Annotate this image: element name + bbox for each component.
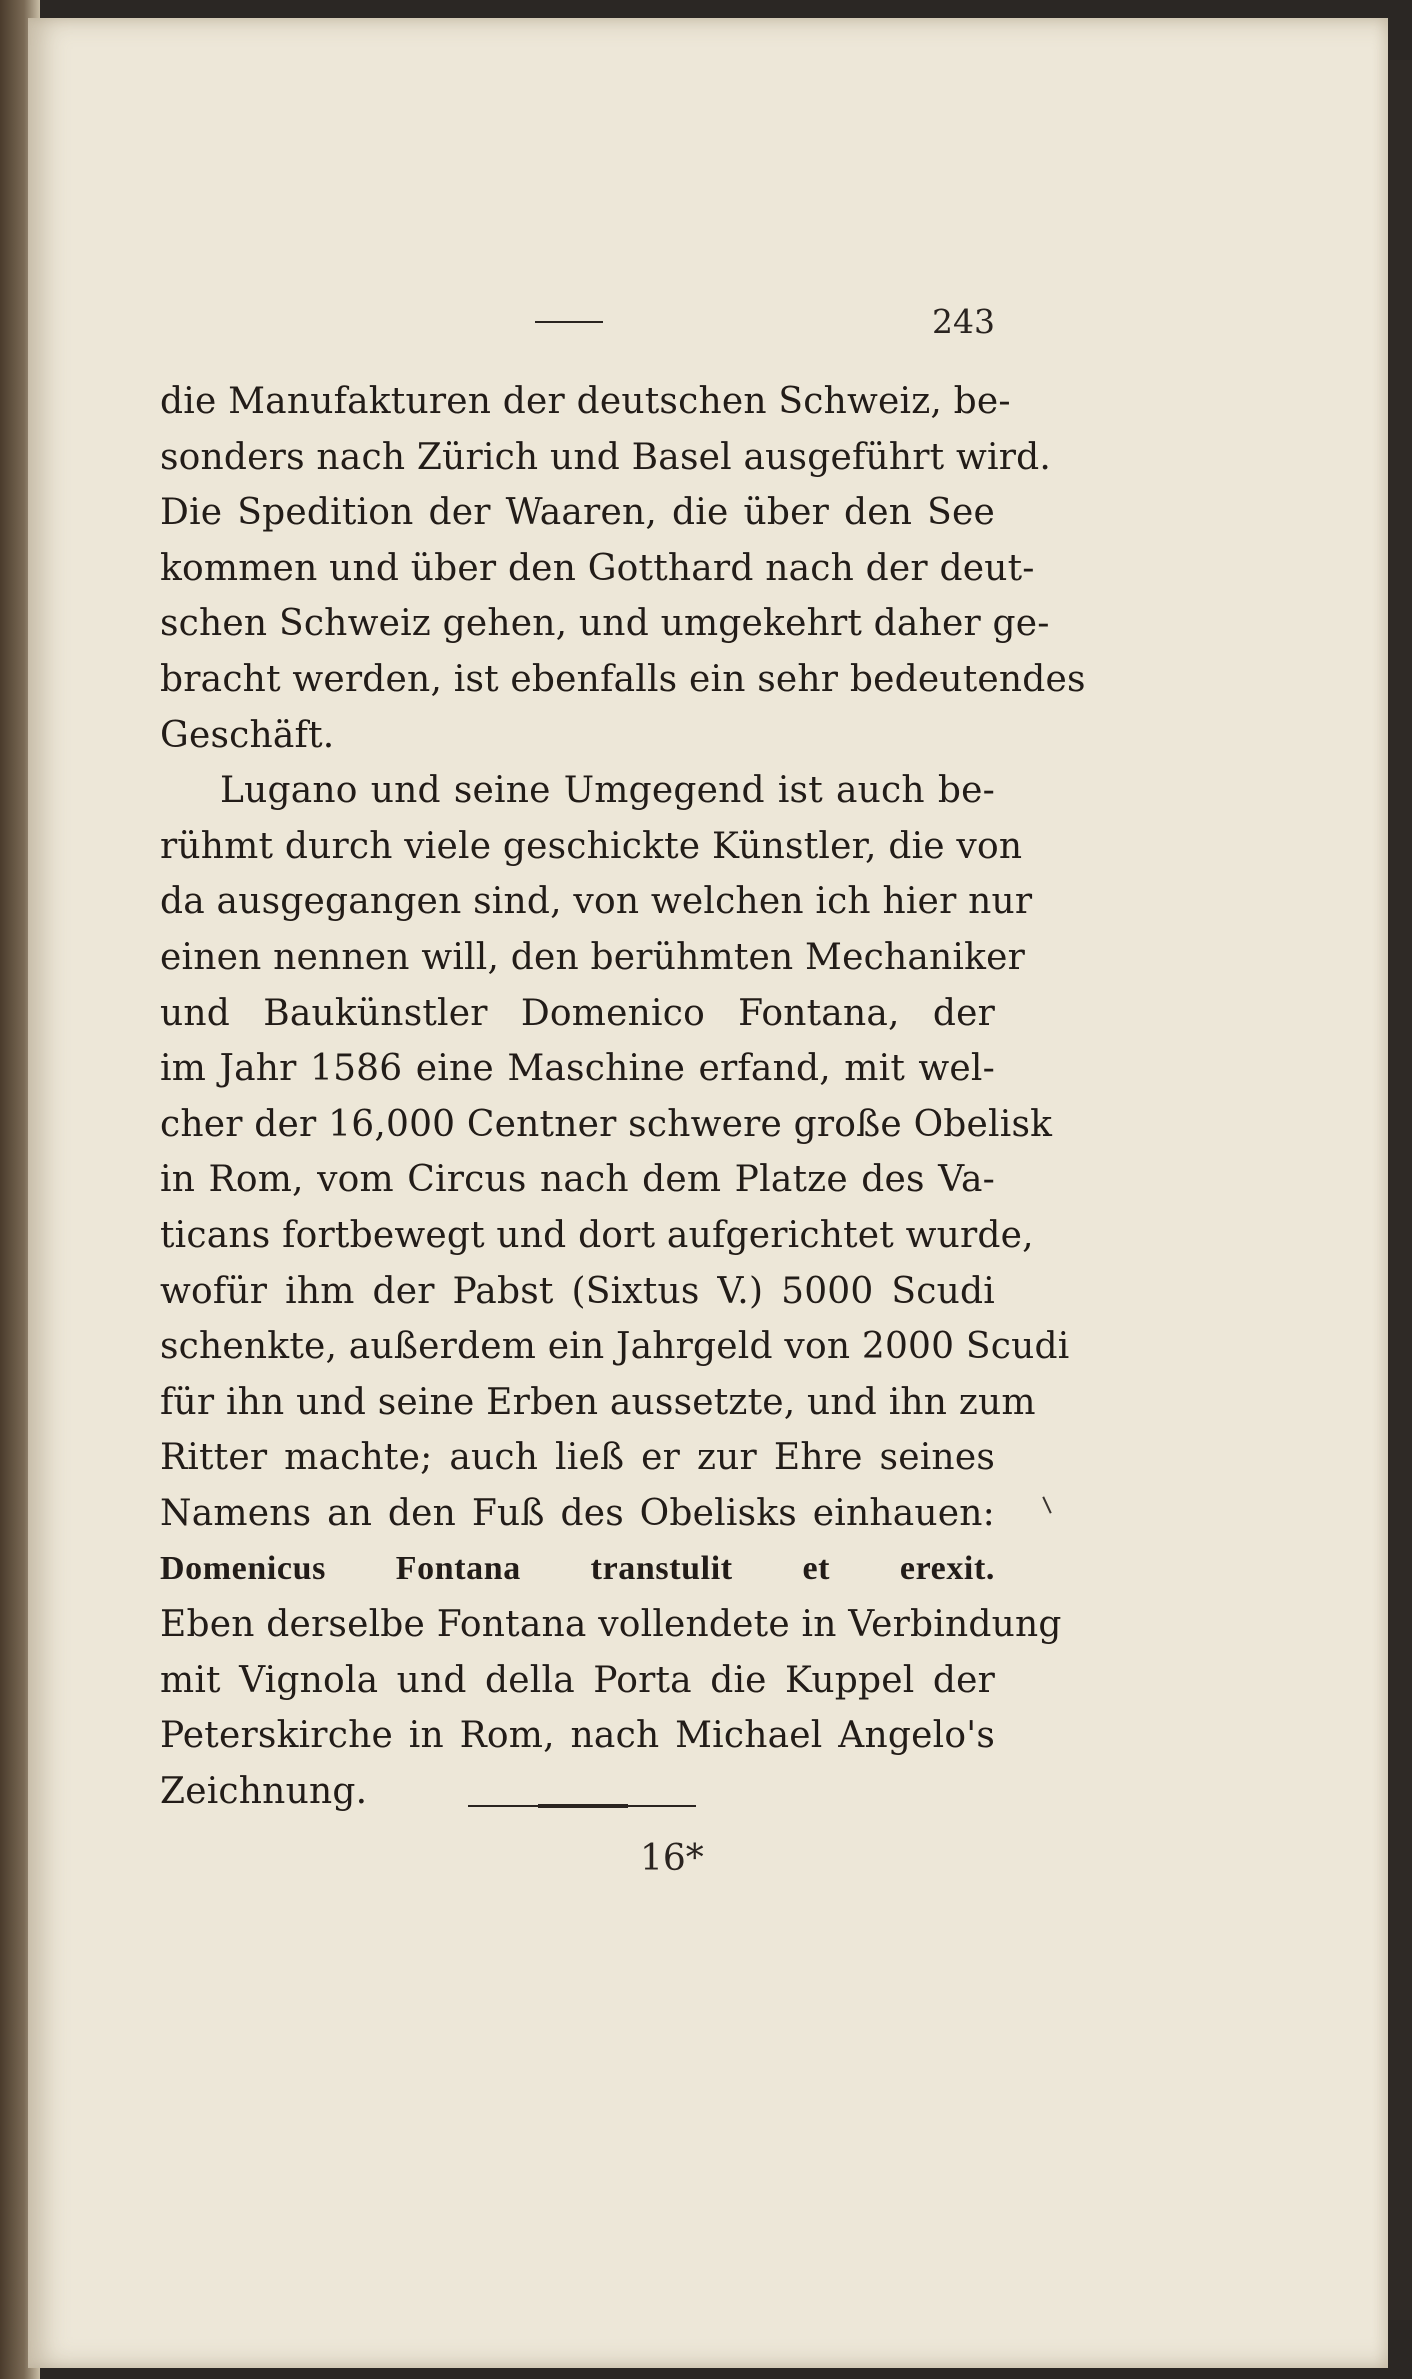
- text-line: für ihn und seine Erben aussetzte, und ihn zum: [160, 1381, 1036, 1423]
- footer-rule: [468, 1805, 696, 1807]
- text-line: Zeichnung.: [160, 1770, 368, 1812]
- text-line: da ausgegangen sind, von welchen ich hier nur: [160, 881, 1033, 923]
- page-edge: [1388, 60, 1412, 2320]
- text-line: kommen und über den Gotthard nach der deut-: [160, 547, 1035, 589]
- header-rule: [535, 321, 603, 323]
- text-line: rühmt durch viele geschickte Künstler, die von: [160, 825, 1023, 867]
- text-line: wofür ihm der Pabst (Sixtus V.) 5000 Scudi: [160, 1270, 995, 1312]
- running-header: [160, 302, 995, 350]
- text-line: schenkte, außerdem ein Jahrgeld von 2000 Scudi: [160, 1326, 1070, 1368]
- text-line: und Baukünstler Domenico Fontana, der: [160, 992, 995, 1034]
- text-line: bracht werden, ist ebenfalls ein sehr bedeutendes: [160, 658, 1086, 700]
- signature-mark: 16*: [640, 1838, 704, 1879]
- text-line: Peterskirche in Rom, nach Michael Angelo's: [160, 1715, 995, 1757]
- text-line: Geschäft.: [160, 714, 335, 756]
- text-line: Ritter machte; auch ließ er zur Ehre seines: [160, 1437, 995, 1479]
- text-line: mit Vignola und della Porta die Kuppel der: [160, 1659, 995, 1701]
- text-line: schen Schweiz gehen, und umgekehrt daher ge-: [160, 603, 1050, 645]
- footer-rule-center: [538, 1804, 628, 1808]
- text-line: in Rom, vom Circus nach dem Platze des Va-: [160, 1159, 995, 1201]
- text-line: im Jahr 1586 eine Maschine erfand, mit wel-: [160, 1048, 995, 1090]
- body-text: [160, 374, 1086, 1819]
- text-line: die Manufakturen der deutschen Schweiz, be-: [160, 381, 1011, 422]
- text-line: ticans fortbewegt und dort aufgerichtet wurde,: [160, 1214, 1034, 1256]
- text-line: Die Spedition der Waaren, die über den See: [160, 492, 995, 534]
- page-number: 243: [932, 302, 995, 341]
- text-line: sonders nach Zürich und Basel ausgeführt wird.: [160, 436, 1051, 478]
- text-line: einen nennen will, den berühmten Mechaniker: [160, 936, 1026, 978]
- text-line: cher der 16,000 Centner schwere große Obelisk: [160, 1103, 1053, 1145]
- text-line: Eben derselbe Fontana vollendete in Verbindung: [160, 1604, 1062, 1646]
- text-line: Lugano und seine Umgegend ist auch be-: [220, 770, 995, 812]
- latin-inscription-line: Domenicus Fontana transtulit et erexit.: [160, 1550, 995, 1588]
- text-line: Namens an den Fuß des Obelisks einhauen:: [160, 1492, 995, 1534]
